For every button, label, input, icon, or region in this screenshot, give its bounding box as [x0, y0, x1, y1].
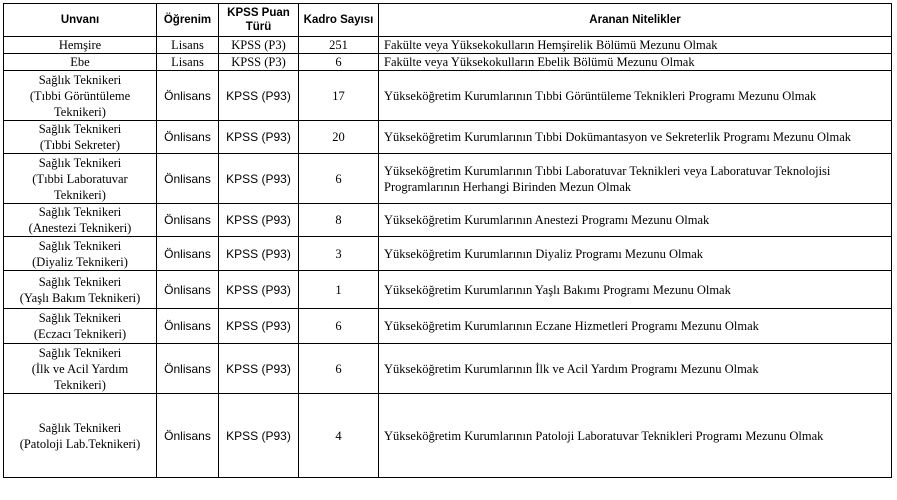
cell-kadro: 4: [299, 394, 379, 478]
cell-kadro: 6: [299, 344, 379, 394]
cell-kpss: KPSS (P3): [219, 54, 299, 71]
cell-nitelik: Yükseköğretim Kurumlarının Anestezi Programı Mezunu Olmak: [379, 204, 892, 237]
table-row: [4, 394, 892, 478]
cell-unvan: Hemşire: [4, 37, 157, 54]
cell-kadro: 20: [299, 121, 379, 154]
cell-kpss: KPSS (P93): [219, 344, 299, 394]
table-row: [4, 237, 892, 271]
cell-nitelik: Yükseköğretim Kurumlarının Patoloji Laboratuvar Teknikleri Programı Mezunu Olmak: [379, 394, 892, 478]
cell-unvan: Sağlık Teknikeri (Eczacı Teknikeri): [4, 309, 157, 344]
cell-unvan: Sağlık Teknikeri (Diyaliz Teknikeri): [4, 237, 157, 271]
cell-ogrenim: Önlisans: [157, 71, 219, 121]
cell-kadro: 1: [299, 271, 379, 309]
cell-nitelik: Fakülte veya Yüksekokulların Ebelik Bölümü Mezunu Olmak: [379, 54, 892, 71]
cell-unvan: Sağlık Teknikeri (Tıbbi Laboratuvar Teknikeri): [4, 154, 157, 204]
cell-nitelik: Yükseköğretim Kurumlarının Eczane Hizmetleri Programı Mezunu Olmak: [379, 309, 892, 344]
table-row: [4, 54, 892, 71]
cell-kadro: 251: [299, 37, 379, 54]
cell-ogrenim: Lisans: [157, 37, 219, 54]
cell-nitelik: Yükseköğretim Kurumlarının Diyaliz Programı Mezunu Olmak: [379, 237, 892, 271]
header-kadro: Kadro Sayısı: [299, 4, 379, 37]
table-row: [4, 154, 892, 204]
cell-ogrenim: Önlisans: [157, 271, 219, 309]
cell-ogrenim: Lisans: [157, 54, 219, 71]
cell-ogrenim: Önlisans: [157, 344, 219, 394]
cell-ogrenim: Önlisans: [157, 237, 219, 271]
header-unvani: Unvanı: [4, 4, 157, 37]
cell-kpss: KPSS (P93): [219, 271, 299, 309]
cell-unvan: Sağlık Teknikeri (Patoloji Lab.Teknikeri): [4, 394, 157, 478]
cell-kpss: KPSS (P93): [219, 154, 299, 204]
cell-nitelik: Fakülte veya Yüksekokulların Hemşirelik Bölümü Mezunu Olmak: [379, 37, 892, 54]
cell-kpss: KPSS (P93): [219, 71, 299, 121]
header-kpss: KPSS Puan Türü: [219, 4, 299, 37]
header-nitelikler: Aranan Nitelikler: [379, 4, 892, 37]
cell-unvan: Sağlık Teknikeri (İlk ve Acil Yardım Teknikeri): [4, 344, 157, 394]
cell-unvan: Sağlık Teknikeri (Anestezi Teknikeri): [4, 204, 157, 237]
cell-unvan: Sağlık Teknikeri (Yaşlı Bakım Teknikeri): [4, 271, 157, 309]
cell-kpss: KPSS (P93): [219, 204, 299, 237]
table-row: [4, 344, 892, 394]
table-row: [4, 309, 892, 344]
table-row: [4, 204, 892, 237]
cell-ogrenim: Önlisans: [157, 121, 219, 154]
cell-kadro: 6: [299, 54, 379, 71]
cell-kpss: KPSS (P93): [219, 309, 299, 344]
table-row: [4, 271, 892, 309]
cell-nitelik: Yükseköğretim Kurumlarının Tıbbi Dokümantasyon ve Sekreterlik Programı Mezunu Olmak: [379, 121, 892, 154]
cell-ogrenim: Önlisans: [157, 394, 219, 478]
cell-nitelik: Yükseköğretim Kurumlarının Tıbbi Laboratuvar Teknikleri veya Laboratuvar Teknolojisi Programlarının Herhangi Birinden Mezun Olmak: [379, 154, 892, 204]
cell-ogrenim: Önlisans: [157, 154, 219, 204]
cell-ogrenim: Önlisans: [157, 309, 219, 344]
cell-unvan: Sağlık Teknikeri (Tıbbi Görüntüleme Teknikeri): [4, 71, 157, 121]
cell-kadro: 6: [299, 154, 379, 204]
cell-kpss: KPSS (P93): [219, 121, 299, 154]
cell-kadro: 3: [299, 237, 379, 271]
cell-kpss: KPSS (P93): [219, 237, 299, 271]
cell-kadro: 6: [299, 309, 379, 344]
cell-ogrenim: Önlisans: [157, 204, 219, 237]
cell-nitelik: Yükseköğretim Kurumlarının Yaşlı Bakımı Programı Mezunu Olmak: [379, 271, 892, 309]
cell-kadro: 8: [299, 204, 379, 237]
cell-unvan: Sağlık Teknikeri (Tıbbi Sekreter): [4, 121, 157, 154]
cell-kadro: 17: [299, 71, 379, 121]
kadro-table: [3, 3, 892, 478]
cell-nitelik: Yükseköğretim Kurumlarının İlk ve Acil Yardım Programı Mezunu Olmak: [379, 344, 892, 394]
table-row: [4, 37, 892, 54]
table-row: [4, 121, 892, 154]
cell-unvan: Ebe: [4, 54, 157, 71]
cell-kpss: KPSS (P93): [219, 394, 299, 478]
table-row: [4, 71, 892, 121]
cell-nitelik: Yükseköğretim Kurumlarının Tıbbi Görüntüleme Teknikleri Programı Mezunu Olmak: [379, 71, 892, 121]
cell-kpss: KPSS (P3): [219, 37, 299, 54]
header-ogrenim: Öğrenim: [157, 4, 219, 37]
header-row: [4, 4, 892, 37]
